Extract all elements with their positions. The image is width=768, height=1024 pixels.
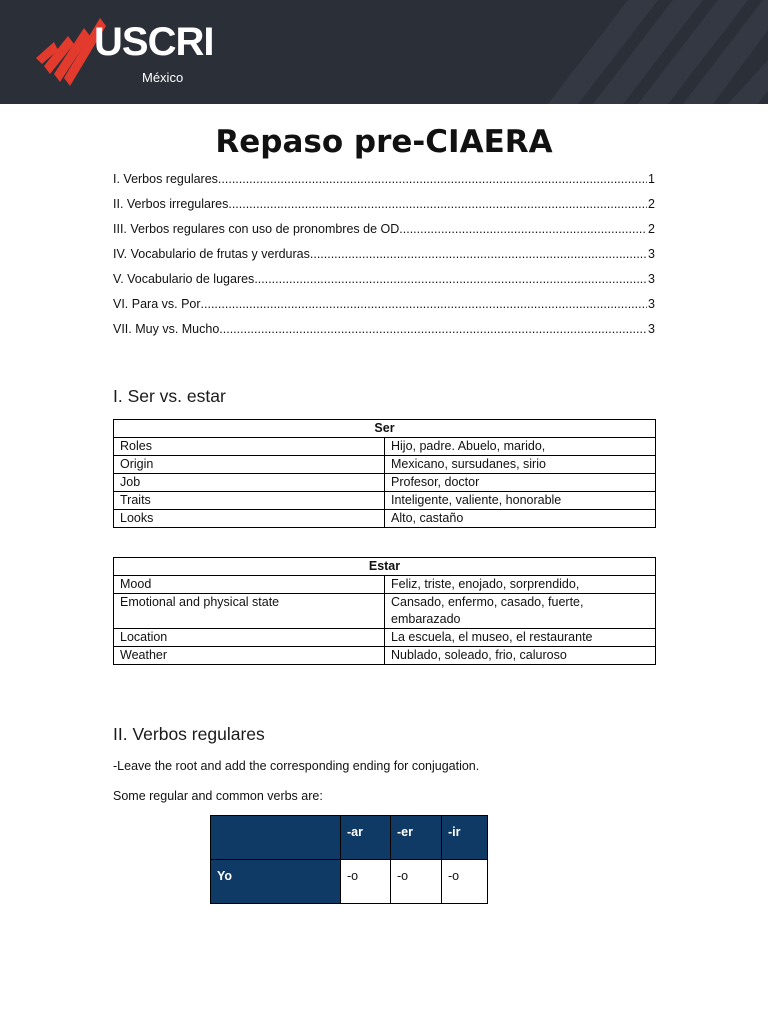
table-row: [114, 594, 656, 629]
table-cell: Origin: [114, 456, 385, 474]
instruction-paragraph: -Leave the root and add the corresponding ending for conjugation.: [113, 759, 480, 773]
table-header-cell: [211, 816, 341, 860]
table-cell: Profesor, doctor: [385, 474, 656, 492]
table-header-cell: -ir: [442, 816, 488, 860]
toc-dots: [201, 297, 648, 311]
toc-label: II. Verbos irregulares: [113, 197, 229, 211]
table-cell: Mexicano, sursudanes, sirio: [385, 456, 656, 474]
table-cell: Mood: [114, 576, 385, 594]
toc-page: 3: [648, 272, 655, 286]
page-title: Repaso pre-CIAERA: [215, 124, 553, 160]
toc-label: VI. Para vs. Por: [113, 297, 201, 311]
table-row: [114, 492, 656, 510]
ser-table: [113, 419, 656, 528]
table-row: [114, 647, 656, 665]
toc-entry[interactable]: [113, 297, 655, 322]
table-cell: Emotional and physical state: [114, 594, 385, 629]
toc-page: 2: [648, 222, 655, 236]
toc-page: 3: [648, 322, 655, 336]
table-cell: La escuela, el museo, el restaurante: [385, 629, 656, 647]
logo-wordmark: USCRI: [94, 20, 214, 64]
table-cell: Roles: [114, 438, 385, 456]
table-cell: -o: [341, 860, 391, 904]
table-cell: Alto, castaño: [385, 510, 656, 528]
section-heading-ser-estar: I. Ser vs. estar: [113, 386, 226, 406]
toc-label: IV. Vocabulario de frutas y verduras: [113, 247, 310, 261]
toc-entry[interactable]: [113, 247, 655, 272]
toc-page: 3: [648, 247, 655, 261]
table-row: [114, 456, 656, 474]
toc-label: V. Vocabulario de lugares: [113, 272, 255, 286]
toc-dots: [228, 197, 647, 211]
table-row: [114, 474, 656, 492]
toc-dots: [310, 247, 647, 261]
table-row: [114, 438, 656, 456]
ser-table-header: Ser: [114, 420, 656, 438]
section-heading-verbos-regulares: II. Verbos regulares: [113, 724, 265, 744]
conjugation-table: [210, 815, 488, 904]
table-cell: Inteligente, valiente, honorable: [385, 492, 656, 510]
table-cell: Location: [114, 629, 385, 647]
toc-label: III. Verbos regulares con uso de pronombres de OD: [113, 222, 400, 236]
table-cell: Traits: [114, 492, 385, 510]
toc-page: 2: [648, 197, 655, 211]
table-header-cell: -er: [391, 816, 442, 860]
toc-page: 1: [648, 172, 655, 186]
toc-dots: [219, 322, 647, 336]
table-cell: Hijo, padre. Abuelo, marido,: [385, 438, 656, 456]
toc-dots: [254, 272, 647, 286]
toc-entry[interactable]: [113, 172, 655, 197]
table-cell: Cansado, enfermo, casado, fuerte, embarazado: [385, 594, 656, 629]
logo-subtitle: México: [142, 70, 184, 85]
table-cell: Nublado, soleado, frio, caluroso: [385, 647, 656, 665]
table-row: [114, 576, 656, 594]
table-row: [211, 860, 488, 904]
toc-label: VII. Muy vs. Mucho: [113, 322, 220, 336]
table-of-contents: [113, 172, 655, 347]
toc-dots: [218, 172, 647, 186]
table-row: [114, 629, 656, 647]
table-cell: -o: [391, 860, 442, 904]
table-row-label: Yo: [211, 860, 341, 904]
table-row: [114, 510, 656, 528]
toc-dots: [399, 222, 647, 236]
table-header-cell: -ar: [341, 816, 391, 860]
estar-table: [113, 557, 656, 665]
intro-paragraph: Some regular and common verbs are:: [113, 789, 323, 803]
toc-entry[interactable]: [113, 222, 655, 247]
table-row: [211, 816, 488, 860]
estar-table-header: Estar: [114, 558, 656, 576]
toc-entry[interactable]: [113, 197, 655, 222]
toc-entry[interactable]: [113, 272, 655, 297]
toc-label: I. Verbos regulares: [113, 172, 218, 186]
table-cell: -o: [442, 860, 488, 904]
header-banner: [0, 0, 768, 104]
table-cell: Looks: [114, 510, 385, 528]
toc-page: 3: [648, 297, 655, 311]
table-cell: Feliz, triste, enojado, sorprendido,: [385, 576, 656, 594]
toc-entry[interactable]: [113, 322, 655, 347]
decorative-stripes-graphic: [508, 0, 768, 104]
table-cell: Job: [114, 474, 385, 492]
table-cell: Weather: [114, 647, 385, 665]
